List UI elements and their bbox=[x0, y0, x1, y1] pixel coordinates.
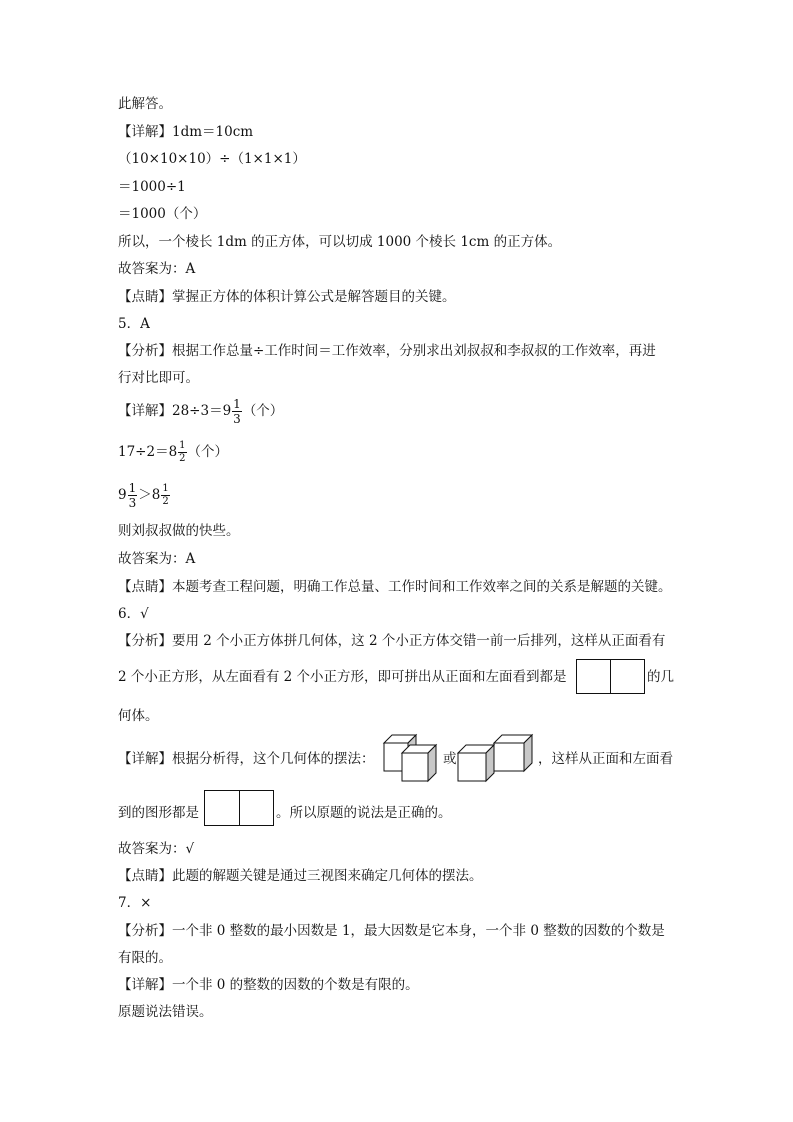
eq-text: 9 bbox=[118, 487, 127, 503]
text-line: 的几 bbox=[647, 669, 674, 685]
denominator: 2 bbox=[162, 496, 169, 507]
text-line: 【分析】根据工作总量÷工作时间＝工作效率，分别求出刘叔叔和李叔叔的工作效率，再进 bbox=[118, 343, 656, 359]
denominator: 3 bbox=[128, 496, 137, 510]
question-number: 5．A bbox=[118, 316, 150, 332]
text-line: 【详解】根据分析得，这个几何体的摆法： bbox=[118, 751, 375, 767]
numerator: 1 bbox=[179, 440, 186, 451]
denominator: 3 bbox=[233, 412, 241, 426]
text-line: ＝1000÷1 bbox=[118, 179, 186, 195]
text-line: 故答案为：A bbox=[118, 551, 196, 567]
two-squares-figure bbox=[576, 659, 645, 694]
denominator: 2 bbox=[179, 453, 186, 464]
fraction bbox=[161, 484, 169, 507]
text-line: 【点睛】此题的解题关键是通过三视图来确定几何体的摆法。 bbox=[118, 868, 483, 884]
text-line: 行对比即可。 bbox=[118, 370, 199, 386]
text-line: 【点睛】本题考查工程问题，明确工作总量、工作时间和工作效率之间的关系是解题的关键。 bbox=[118, 579, 672, 595]
text-line: 故答案为：A bbox=[118, 261, 196, 277]
text-line: 【点睛】掌握正方体的体积计算公式是解答题目的关键。 bbox=[118, 289, 456, 305]
fraction bbox=[178, 441, 186, 464]
cube-arrangement-figure bbox=[382, 731, 442, 783]
eq-text: （个） bbox=[187, 444, 229, 460]
numerator: 1 bbox=[128, 481, 137, 495]
eq-text: （个） bbox=[242, 403, 284, 419]
text-line: 故答案为：√ bbox=[118, 841, 195, 857]
eq-text: ＞8 bbox=[138, 487, 161, 503]
fraction bbox=[128, 482, 138, 509]
text-line: 所以，一个棱长 1dm 的正方体，可以切成 1000 个棱长 1cm 的正方体。 bbox=[118, 234, 562, 250]
text-line: ，这样从正面和左面看 bbox=[538, 751, 673, 767]
text-line: 【详解】1dm＝10cm bbox=[118, 124, 254, 140]
text-line: 【分析】要用 2 个小正方体拼几何体，这 2 个小正方体交错一前一后排列，这样从正面看有 bbox=[118, 633, 666, 649]
text-line: 【分析】一个非 0 整数的最小因数是 1，最大因数是它本身，一个非 0 整数的因数的个数是 bbox=[118, 923, 665, 939]
fraction bbox=[232, 398, 242, 425]
question-number: 7．× bbox=[118, 895, 152, 911]
text-line: 此解答。 bbox=[118, 96, 172, 112]
text-line: 。所以原题的说法是正确的。 bbox=[276, 805, 452, 821]
eq-text: 【详解】28÷3＝9 bbox=[118, 403, 232, 419]
numerator: 1 bbox=[233, 397, 241, 411]
text-line: 有限的。 bbox=[118, 950, 172, 966]
text-line: 【详解】一个非 0 的整数的因数的个数是有限的。 bbox=[118, 977, 419, 993]
numerator: 1 bbox=[162, 483, 169, 494]
text-line: 何体。 bbox=[118, 708, 159, 724]
question-number: 6．√ bbox=[118, 606, 149, 622]
equation-line bbox=[118, 441, 228, 464]
text-line: 到的图形都是 bbox=[118, 805, 199, 821]
text-line: 则刘叔叔做的快些。 bbox=[118, 523, 240, 539]
two-squares-figure bbox=[204, 790, 274, 826]
cube-arrangement-figure bbox=[456, 733, 536, 783]
equation-line bbox=[118, 482, 171, 509]
eq-text: 17÷2＝8 bbox=[118, 444, 178, 460]
text-line: 原题说法错误。 bbox=[118, 1004, 213, 1020]
equation-line bbox=[118, 398, 283, 425]
text-line: 2 个小正方形，从左面看有 2 个小正方形，即可拼出从正面和左面看到都是 bbox=[118, 669, 567, 685]
text-line: （10×10×10）÷（1×1×1） bbox=[118, 151, 306, 167]
text-line: 或 bbox=[443, 751, 457, 767]
text-line: ＝1000（个） bbox=[118, 206, 207, 222]
